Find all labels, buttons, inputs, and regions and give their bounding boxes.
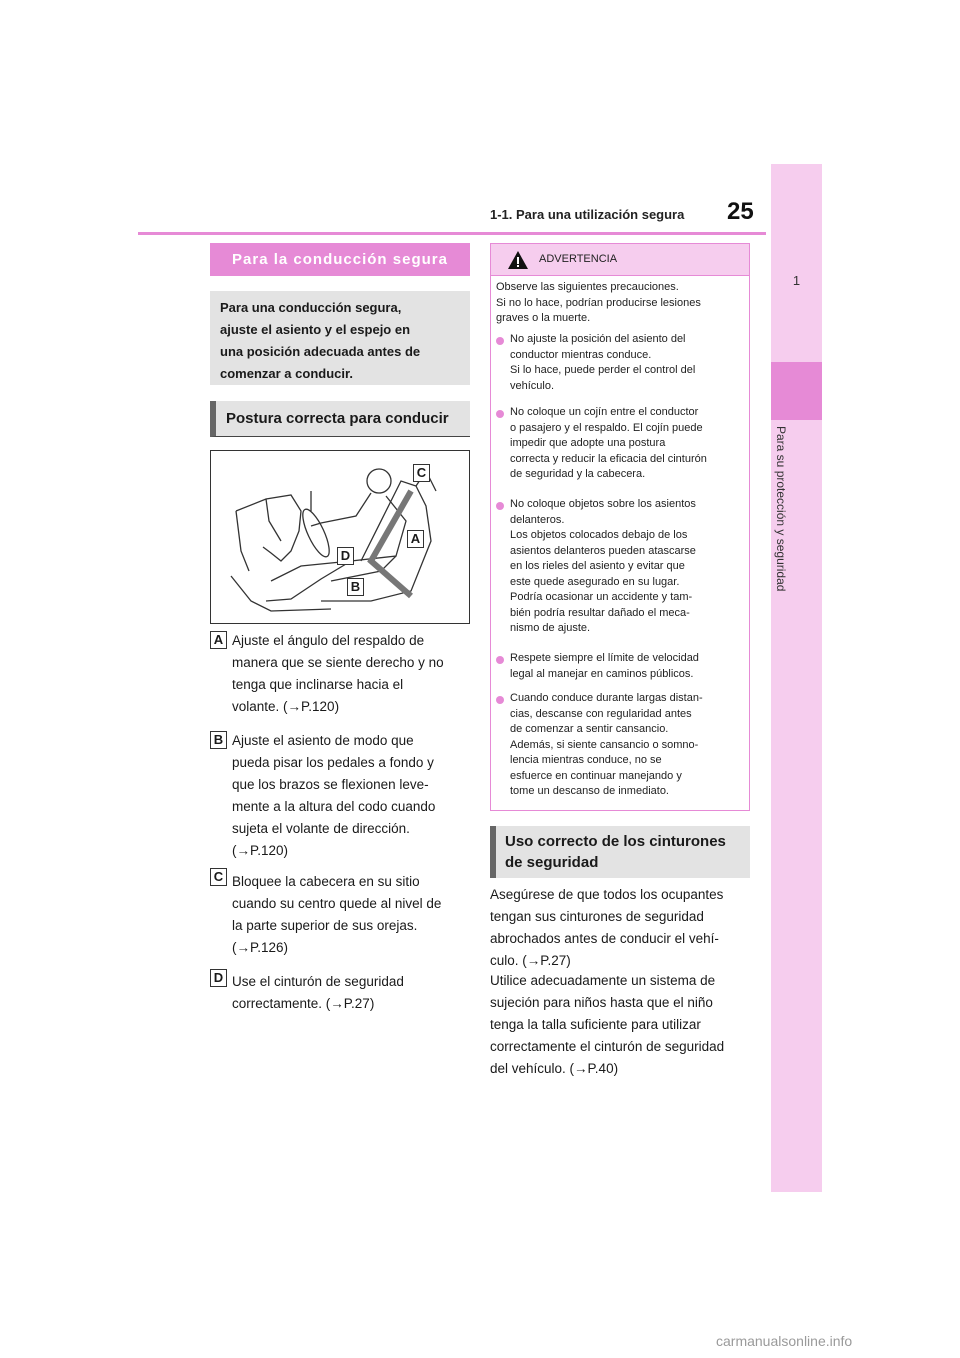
item-a-text: Ajuste el ángulo del respaldo de manera que se siente derecho y no tenga que inclinarse hacia el volante. (→P.120) xyxy=(232,633,444,714)
warning-label: ADVERTENCIA xyxy=(539,253,618,265)
subheading-posture: Postura correcta para conducir xyxy=(210,401,470,437)
intro-line: Para una conducción segura, xyxy=(220,300,402,315)
figure-label-d: D xyxy=(337,547,354,565)
warning-header xyxy=(491,244,749,276)
warning-intro: Observe las siguientes precauciones. Si no lo hace, podrían producirse lesiones graves o la muerte. xyxy=(496,281,701,324)
driver-seat-drawing xyxy=(211,451,469,623)
section-header-title: 1-1. Para una utilización segura xyxy=(490,207,685,222)
item-badge-c: C xyxy=(210,868,227,886)
subheading-seatbelts: Uso correcto de los cinturones de seguridad xyxy=(490,826,750,878)
intro-box xyxy=(210,291,470,385)
chapter-number: 1 xyxy=(792,273,801,288)
warning-bullet-3: No coloque objetos sobre los asientos delanteros. Los objetos colocados debajo de los asientos delanteros pueden atascarse en los rieles del asiento y evitar que este quede asegurado en su lugar. Podría ocasionar un accidente y tam- bién podría resultar dañado el meca- nismo de ajuste. xyxy=(510,498,696,634)
page-number: 25 xyxy=(727,198,754,225)
item-d-text: Use el cinturón de seguridad correctamente. (→P.27) xyxy=(232,974,404,1011)
warning-triangle-icon xyxy=(507,250,529,270)
item-badge-a: A xyxy=(210,631,227,649)
item-badge-b: B xyxy=(210,731,227,749)
warning-bullet-4: Respete siempre el límite de velocidad legal al manejar en caminos públicos. xyxy=(510,652,699,680)
chapter-side-strip xyxy=(771,164,822,1192)
warning-box xyxy=(490,243,750,811)
bullet-icon xyxy=(496,502,504,510)
figure-label-a: A xyxy=(407,530,424,548)
bullet-icon xyxy=(496,696,504,704)
warning-bullet-5: Cuando conduce durante largas distan- cias, descanse con regularidad antes de comenzar a sentir cansancio. Además, si siente cansancio o somno- lencia mientras conduce, no se esfuerce en continuar manejando y tome un descanso de inmediato. xyxy=(510,692,703,797)
warning-bullet-1: No ajuste la posición del asiento del conductor mientras conduce. Si lo hace, puede perder el control del vehículo. xyxy=(510,333,696,392)
seatbelt-paragraph-1: Asegúrese de que todos los ocupantes tengan sus cinturones de seguridad abrochados antes de conducir el vehí- culo. (→P.27) xyxy=(490,887,724,968)
bullet-icon xyxy=(496,410,504,418)
seatbelt-paragraph-2: Utilice adecuadamente un sistema de sujeción para niños hasta que el niño tenga la talla suficiente para utilizar correctamente el cinturón de seguridad del vehículo. (→P.40) xyxy=(490,973,725,1076)
footer-watermark: carmanualsonline.info xyxy=(716,1333,853,1349)
section-title: Para la conducción segura xyxy=(210,243,470,276)
header-rule xyxy=(138,232,766,235)
bullet-icon xyxy=(496,337,504,345)
intro-line: una posición adecuada antes de xyxy=(220,344,421,359)
intro-line: comenzar a conducir. xyxy=(220,366,353,381)
chapter-title: Para su protección y seguridad xyxy=(774,426,788,592)
figure-label-c: C xyxy=(413,464,430,482)
chapter-tab-marker xyxy=(771,362,822,420)
warning-bullet-2: No coloque un cojín entre el conductor o pasajero y el respaldo. El cojín puede impedir que adopte una postura correcta y reducir la eficacia del cinturón de seguridad y la cabecera. xyxy=(510,406,707,480)
driving-posture-illustration xyxy=(210,450,470,624)
item-badge-d: D xyxy=(210,969,227,987)
item-c-text: Bloquee la cabecera en su sitio cuando su centro quede al nivel de la parte superior de sus orejas. (→P.126) xyxy=(232,874,442,955)
item-b-text: Ajuste el asiento de modo que pueda pisar los pedales a fondo y que los brazos se flexionen leve- mente a la altura del codo cuando sujeta el volante de dirección. (→P.120) xyxy=(232,733,436,858)
figure-label-b: B xyxy=(347,578,364,596)
bullet-icon xyxy=(496,656,504,664)
intro-line: ajuste el asiento y el espejo en xyxy=(220,322,411,337)
